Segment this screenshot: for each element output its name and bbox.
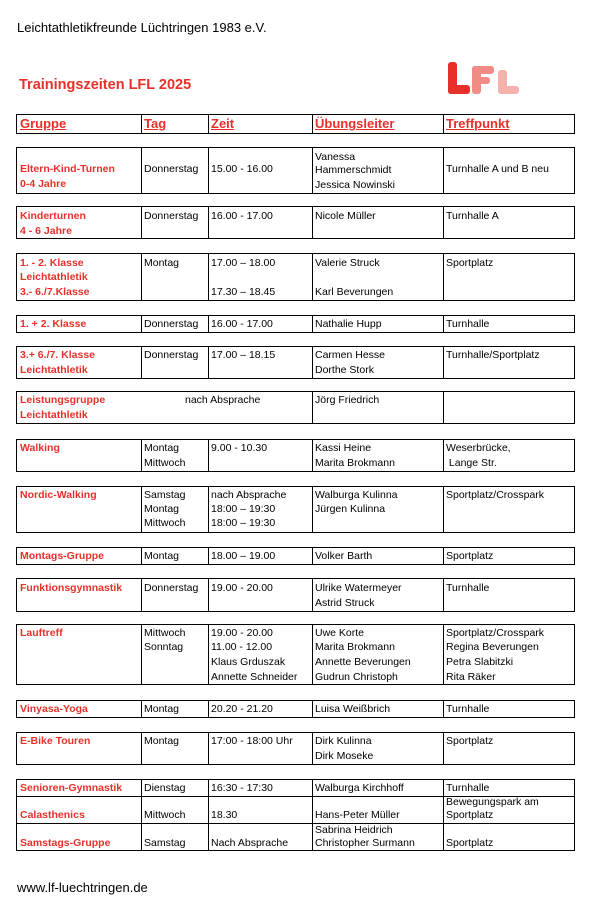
- table-row-group: [16, 779, 575, 851]
- row-tag: Donnerstag: [144, 210, 199, 222]
- row-treff: Turnhalle A und B neu: [446, 163, 549, 175]
- row-tag: Donnerstag: [144, 318, 199, 330]
- row-leiter: Gudrun Christoph: [315, 671, 398, 683]
- row-treff: Turnhalle: [446, 318, 490, 330]
- row-zeit: 18.30: [211, 809, 238, 821]
- row-tag: Donnerstag: [144, 163, 199, 175]
- row-leiter: Hammerschmidt: [315, 164, 392, 176]
- col-tag: Tag: [144, 116, 167, 131]
- row-treff: Bewegungspark am: [446, 796, 539, 808]
- row-gruppe: Leistungsgruppe: [20, 394, 106, 406]
- table-row: [16, 547, 575, 565]
- row-leiter: Ulrike Watermeyer: [315, 582, 402, 594]
- row-gruppe: 1. + 2. Klasse: [20, 318, 87, 330]
- row-treff: Petra Slabitzki: [446, 656, 514, 668]
- row-gruppe: Leichtathletik: [20, 271, 88, 283]
- row-leiter: Jörg Friedrich: [315, 394, 380, 406]
- row-zeit: 17:00 - 18:00 Uhr: [211, 735, 293, 747]
- club-name: Leichtathletikfreunde Lüchtringen 1983 e.V.: [17, 20, 267, 35]
- row-leiter: Walburga Kulinna: [315, 489, 398, 501]
- row-tag: Mittwoch: [144, 457, 186, 469]
- row-tag: Montag: [144, 257, 180, 269]
- row-gruppe: Montags-Gruppe: [20, 550, 104, 562]
- row-leiter: Nicole Müller: [315, 210, 376, 222]
- row-gruppe: 3.- 6./7.Klasse: [20, 286, 90, 298]
- row-treff: Turnhalle/Sportplatz: [446, 349, 540, 361]
- lfl-logo: [446, 60, 522, 96]
- row-tag: nach Absprache: [185, 394, 261, 406]
- row-gruppe: 0-4 Jahre: [20, 178, 67, 190]
- row-tag: Mittwoch: [144, 517, 186, 529]
- row-leiter: Astrid Struck: [315, 597, 375, 609]
- col-treff: Treffpunkt: [446, 116, 510, 131]
- row-tag: Montag: [144, 735, 180, 747]
- row-leiter: Kassi Heine: [315, 442, 372, 454]
- row-leiter: Hans-Peter Müller: [315, 809, 400, 821]
- row-leiter: Vanessa: [315, 151, 356, 163]
- row-leiter: Christopher Surmann: [315, 837, 415, 849]
- table-row: [16, 439, 575, 472]
- row-leiter: Walburga Kirchhoff: [315, 782, 404, 794]
- row-leiter: Sabrina Heidrich: [315, 824, 393, 836]
- row-leiter: Dirk Moseke: [315, 750, 374, 762]
- row-zeit: 16.00 - 17.00: [211, 318, 273, 330]
- row-tag: Montag: [144, 442, 180, 454]
- table-row: [16, 732, 575, 765]
- row-gruppe: Leichtathletik: [20, 364, 88, 376]
- row-treff: Turnhalle: [446, 582, 490, 594]
- row-zeit: 20.20 - 21.20: [211, 703, 273, 715]
- table-row: [16, 624, 575, 685]
- row-zeit: 16:30 - 17:30: [211, 782, 273, 794]
- table-row: [16, 346, 575, 379]
- row-gruppe: E-Bike Touren: [20, 735, 91, 747]
- row-gruppe: Funktionsgymnastik: [20, 582, 123, 594]
- row-tag: Samstag: [144, 489, 186, 501]
- row-gruppe: Eltern-Kind-Turnen: [20, 163, 115, 175]
- row-tag: Montag: [144, 703, 180, 715]
- row-leiter: Karl Beverungen: [315, 286, 394, 298]
- row-gruppe: Vinyasa-Yoga: [20, 703, 88, 715]
- row-leiter: Dorthe Stork: [315, 364, 374, 376]
- row-leiter: Jessica Nowinski: [315, 179, 395, 191]
- row-treff: Turnhalle A: [446, 210, 499, 222]
- row-tag: Montag: [144, 550, 180, 562]
- table-row: [16, 315, 575, 333]
- row-zeit: 17.00 – 18.00: [211, 257, 276, 269]
- row-leiter: Valerie Struck: [315, 257, 380, 269]
- row-zeit: 9.00 - 10.30: [211, 442, 268, 454]
- row-treff: Sportplatz: [446, 837, 494, 849]
- row-tag: Donnerstag: [144, 582, 199, 594]
- row-treff: Sportplatz: [446, 550, 494, 562]
- row-tag: Sonntag: [144, 641, 184, 653]
- row-treff: Weserbrücke,: [446, 442, 511, 454]
- row-treff: Sportplatz/Crosspark: [446, 627, 545, 639]
- row-tag: Mittwoch: [144, 809, 186, 821]
- row-treff: Sportplatz: [446, 257, 494, 269]
- row-leiter: Carmen Hesse: [315, 349, 386, 361]
- table-row: [16, 700, 575, 718]
- table-row: [16, 147, 575, 194]
- row-gruppe: Samstags-Gruppe: [20, 837, 111, 849]
- table-row: [16, 578, 575, 612]
- row-leiter: Dirk Kulinna: [315, 735, 372, 747]
- row-zeit: 15.00 - 16.00: [211, 163, 273, 175]
- col-zeit: Zeit: [211, 116, 235, 131]
- row-leiter: Volker Barth: [315, 550, 373, 562]
- website-url[interactable]: www.lf-luechtringen.de: [17, 880, 148, 895]
- row-treff: Sportplatz/Crosspark: [446, 489, 545, 501]
- row-leiter: Nathalie Hupp: [315, 318, 382, 330]
- row-treff: Sportplatz: [446, 809, 494, 821]
- row-gruppe: 1. - 2. Klasse: [20, 257, 84, 269]
- row-treff: Regina Beverungen: [446, 641, 539, 653]
- row-treff: Sportplatz: [446, 735, 494, 747]
- table-row: [16, 206, 575, 239]
- row-zeit: 17.00 – 18.15: [211, 349, 276, 361]
- page-title: Trainingszeiten LFL 2025: [19, 77, 192, 93]
- row-gruppe: Walking: [20, 442, 60, 454]
- row-zeit: 18.00 – 19.00: [211, 550, 276, 562]
- row-leiter: Jürgen Kulinna: [315, 503, 386, 515]
- row-tag: Donnerstag: [144, 349, 199, 361]
- row-gruppe: Calasthenics: [20, 809, 85, 821]
- row-zeit: 18:00 – 19:30: [211, 517, 276, 529]
- row-zeit: nach Absprache: [211, 489, 287, 501]
- row-gruppe: Senioren-Gymnastik: [20, 782, 123, 794]
- row-treff: Turnhalle: [446, 782, 490, 794]
- table-row: [16, 391, 575, 424]
- row-gruppe: 3.+ 6./7. Klasse: [20, 349, 96, 361]
- table-row: [16, 253, 575, 301]
- col-gruppe: Gruppe: [20, 116, 67, 131]
- row-treff: Turnhalle: [446, 703, 490, 715]
- row-zeit: 18:00 – 19:30: [211, 503, 276, 515]
- row-zeit: 19.00 - 20.00: [211, 582, 273, 594]
- table-row: [16, 486, 575, 533]
- row-gruppe: 4 - 6 Jahre: [20, 225, 72, 237]
- row-tag: Mittwoch: [144, 627, 186, 639]
- row-zeit: 16.00 - 17.00: [211, 210, 273, 222]
- row-zeit: Nach Absprache: [211, 837, 289, 849]
- col-leiter: Übungsleiter: [315, 116, 395, 131]
- row-zeit: Annette Schneider: [211, 671, 298, 683]
- row-gruppe: Kinderturnen: [20, 210, 86, 222]
- row-leiter: Uwe Korte: [315, 627, 365, 639]
- row-treff: Rita Räker: [446, 671, 496, 683]
- row-tag: Dienstag: [144, 782, 186, 794]
- row-leiter: Marita Brokmann: [315, 457, 395, 469]
- row-zeit: 19.00 - 20.00: [211, 627, 273, 639]
- row-zeit: 17.30 – 18.45: [211, 286, 276, 298]
- row-zeit: Klaus Grduszak: [211, 656, 286, 668]
- row-tag: Samstag: [144, 837, 186, 849]
- row-gruppe: Leichtathletik: [20, 409, 88, 421]
- row-gruppe: Nordic-Walking: [20, 489, 97, 501]
- row-gruppe: Lauftreff: [20, 627, 63, 639]
- row-treff: Lange Str.: [446, 457, 497, 469]
- row-zeit: 11.00 - 12.00: [211, 641, 273, 653]
- row-leiter: Luisa Weißbrich: [315, 703, 391, 715]
- row-leiter: Marita Brokmann: [315, 641, 395, 653]
- row-tag: Montag: [144, 503, 180, 515]
- row-leiter: Annette Beverungen: [315, 656, 411, 668]
- table-header: [16, 114, 575, 134]
